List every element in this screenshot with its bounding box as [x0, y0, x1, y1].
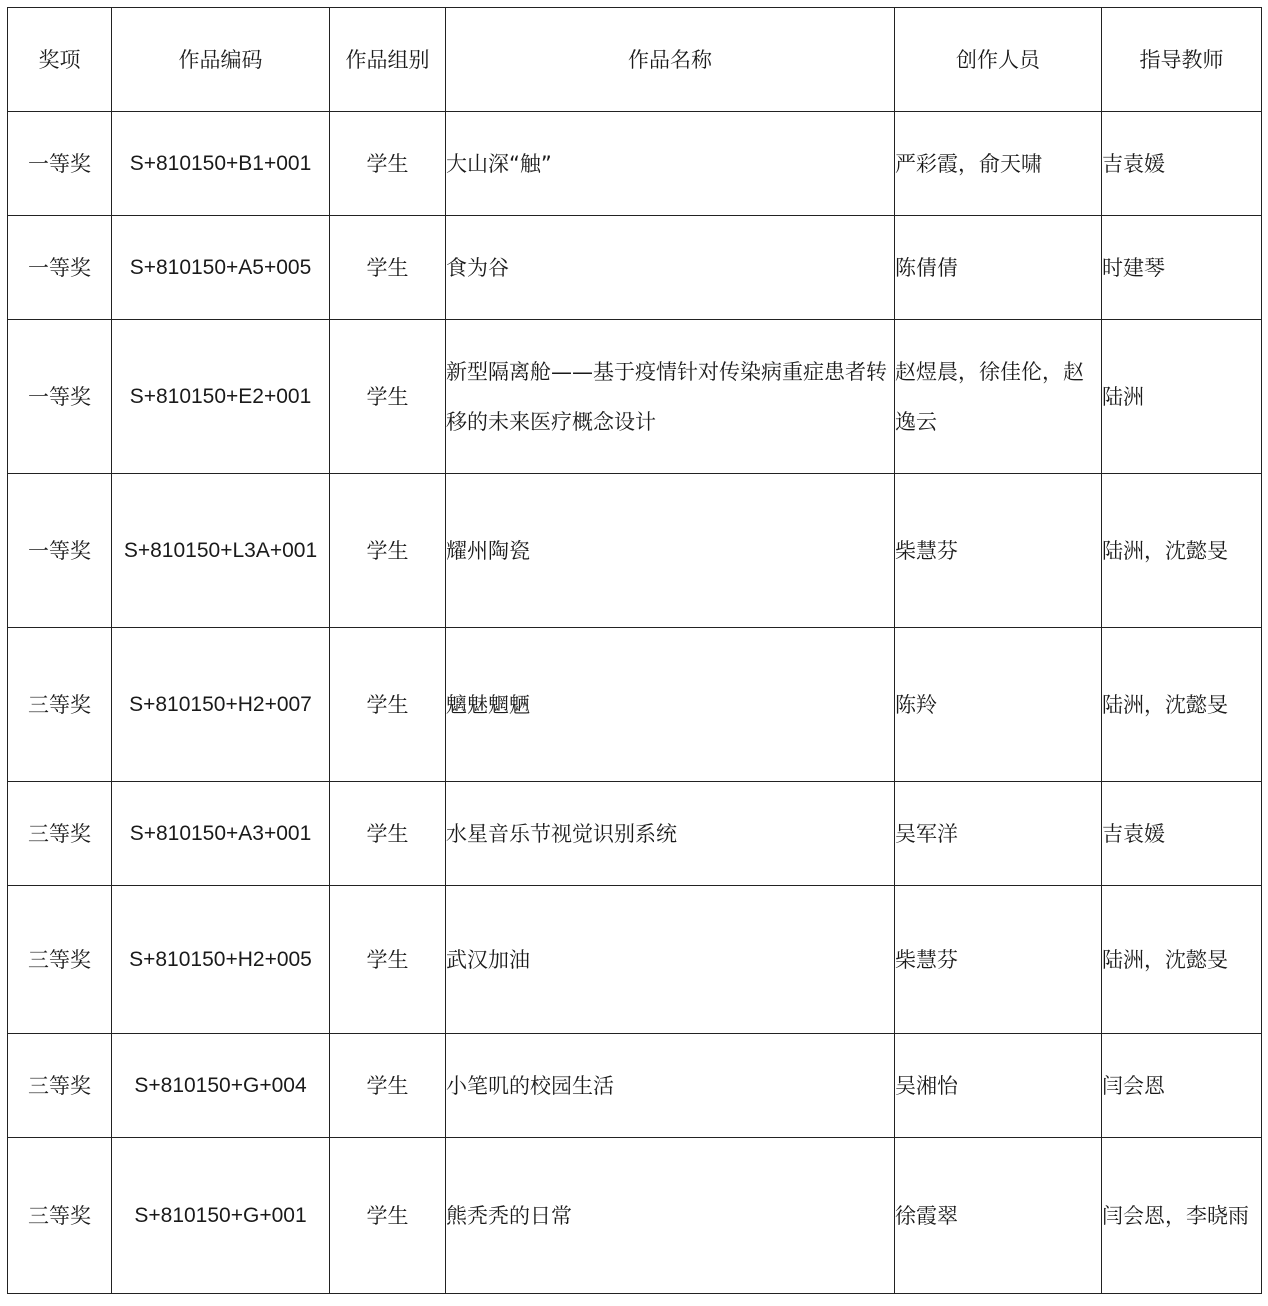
- code-cell: S+810150+B1+001: [112, 112, 330, 216]
- code-cell: S+810150+A5+005: [112, 216, 330, 320]
- table-row: [8, 320, 1262, 474]
- group-cell: 学生: [330, 782, 446, 886]
- awards-table: [7, 7, 1262, 1294]
- code-cell: S+810150+H2+005: [112, 886, 330, 1034]
- award-cell: 三等奖: [8, 782, 112, 886]
- award-cell: 三等奖: [8, 886, 112, 1034]
- award-cell: 一等奖: [8, 474, 112, 628]
- teachers-cell: 吉袁媛: [1102, 112, 1262, 216]
- title-cell: 大山深“触”: [446, 112, 895, 216]
- code-cell: S+810150+A3+001: [112, 782, 330, 886]
- award-cell: 三等奖: [8, 628, 112, 782]
- creators-cell: 吴军洋: [895, 782, 1102, 886]
- award-cell: 三等奖: [8, 1034, 112, 1138]
- teachers-cell: 陆洲，沈懿旻: [1102, 628, 1262, 782]
- teachers-cell: 闫会恩，李晓雨: [1102, 1138, 1262, 1294]
- creators-cell: 陈羚: [895, 628, 1102, 782]
- group-cell: 学生: [330, 112, 446, 216]
- code-cell: S+810150+G+001: [112, 1138, 330, 1294]
- table-row: [8, 1138, 1262, 1294]
- creators-cell: 柴慧芬: [895, 886, 1102, 1034]
- code-cell: S+810150+G+004: [112, 1034, 330, 1138]
- table-row: [8, 216, 1262, 320]
- group-cell: 学生: [330, 1138, 446, 1294]
- award-cell: 三等奖: [8, 1138, 112, 1294]
- group-cell: 学生: [330, 1034, 446, 1138]
- creators-cell: 陈倩倩: [895, 216, 1102, 320]
- code-cell: S+810150+H2+007: [112, 628, 330, 782]
- title-cell: 熊秃秃的日常: [446, 1138, 895, 1294]
- code-cell: S+810150+L3A+001: [112, 474, 330, 628]
- group-cell: 学生: [330, 320, 446, 474]
- award-cell: 一等奖: [8, 216, 112, 320]
- table-row: [8, 1034, 1262, 1138]
- title-cell: 新型隔离舱——基于疫情针对传染病重症患者转移的未来医疗概念设计: [446, 320, 895, 474]
- creators-cell: 徐霞翠: [895, 1138, 1102, 1294]
- teachers-cell: 闫会恩: [1102, 1034, 1262, 1138]
- group-cell: 学生: [330, 886, 446, 1034]
- header-code: 作品编码: [112, 8, 330, 112]
- table-row: [8, 628, 1262, 782]
- title-cell: 耀州陶瓷: [446, 474, 895, 628]
- table-row: [8, 886, 1262, 1034]
- table-row: [8, 474, 1262, 628]
- header-teachers: 指导教师: [1102, 8, 1262, 112]
- creators-cell: 柴慧芬: [895, 474, 1102, 628]
- teachers-cell: 陆洲，沈懿旻: [1102, 886, 1262, 1034]
- code-cell: S+810150+E2+001: [112, 320, 330, 474]
- teachers-cell: 时建琴: [1102, 216, 1262, 320]
- group-cell: 学生: [330, 628, 446, 782]
- title-cell: 小笔叽的校园生活: [446, 1034, 895, 1138]
- title-cell: 武汉加油: [446, 886, 895, 1034]
- creators-cell: 吴湘怡: [895, 1034, 1102, 1138]
- header-creators: 创作人员: [895, 8, 1102, 112]
- teachers-cell: 陆洲: [1102, 320, 1262, 474]
- table-row: [8, 112, 1262, 216]
- table-row: [8, 782, 1262, 886]
- award-cell: 一等奖: [8, 320, 112, 474]
- title-cell: 魑魅魍魉: [446, 628, 895, 782]
- creators-cell: 赵煜晨，徐佳伦，赵逸云: [895, 320, 1102, 474]
- teachers-cell: 吉袁媛: [1102, 782, 1262, 886]
- teachers-cell: 陆洲，沈懿旻: [1102, 474, 1262, 628]
- header-title: 作品名称: [446, 8, 895, 112]
- header-award: 奖项: [8, 8, 112, 112]
- table-header-row: [8, 8, 1262, 112]
- title-cell: 食为谷: [446, 216, 895, 320]
- title-cell: 水星音乐节视觉识别系统: [446, 782, 895, 886]
- group-cell: 学生: [330, 216, 446, 320]
- award-cell: 一等奖: [8, 112, 112, 216]
- group-cell: 学生: [330, 474, 446, 628]
- creators-cell: 严彩霞，俞天啸: [895, 112, 1102, 216]
- header-group: 作品组别: [330, 8, 446, 112]
